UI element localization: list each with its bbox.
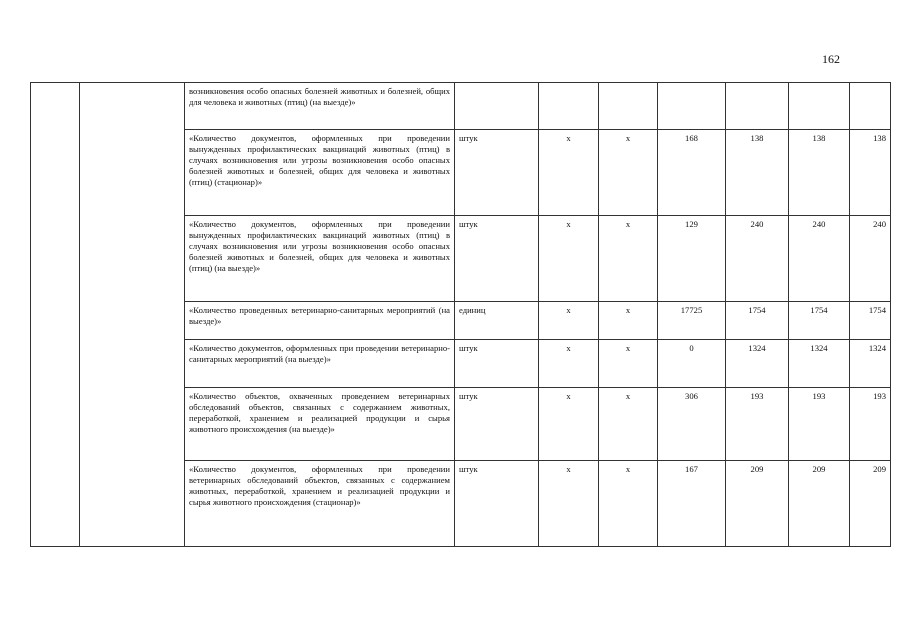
value-cell: 193 <box>789 388 850 461</box>
value-cell: х <box>599 216 658 302</box>
value-cell: х <box>539 216 599 302</box>
indicator-cell: «Количество документов, оформленных при проведении ветеринарно-санитарных мероприятий (на выезде)» <box>185 340 455 388</box>
value-cell: 209 <box>850 461 891 547</box>
value-cell: 240 <box>726 216 789 302</box>
merged-cell-col2 <box>80 83 185 547</box>
indicators-table <box>30 82 891 547</box>
unit-cell: единиц <box>455 302 539 340</box>
merged-cell-col1 <box>31 83 80 547</box>
unit-cell: штук <box>455 130 539 216</box>
value-cell: 129 <box>658 216 726 302</box>
indicator-cell: «Количество документов, оформленных при проведении ветеринарных обследований объектов, связанных с содержанием животных, переработкой, хранением и реализацией продукции и сырья животного происхождения (стационар)» <box>185 461 455 547</box>
value-cell: х <box>539 461 599 547</box>
value-cell: х <box>599 302 658 340</box>
page-number: 162 <box>822 52 840 66</box>
unit-cell: штук <box>455 461 539 547</box>
value-cell: х <box>599 388 658 461</box>
value-cell: 209 <box>726 461 789 547</box>
value-cell: 1324 <box>726 340 789 388</box>
unit-cell <box>455 83 539 130</box>
value-cell: х <box>539 130 599 216</box>
indicator-cell: «Количество объектов, охваченных проведением ветеринарных обследований объектов, связанных с содержанием животных, переработкой, хранением и реализацией продукции и сырья животного происхождения (на выезде)» <box>185 388 455 461</box>
value-cell: 240 <box>789 216 850 302</box>
value-cell <box>539 83 599 130</box>
value-cell <box>726 83 789 130</box>
value-cell: 17725 <box>658 302 726 340</box>
value-cell: 138 <box>850 130 891 216</box>
unit-cell: штук <box>455 216 539 302</box>
value-cell: 240 <box>850 216 891 302</box>
value-cell: 1754 <box>850 302 891 340</box>
indicator-cell: возникновения особо опасных болезней животных и болезней, общих для человека и животных (птиц) (на выезде)» <box>185 83 455 130</box>
table-row <box>31 83 891 130</box>
indicator-cell: «Количество проведенных ветеринарно-санитарных мероприятий (на выезде)» <box>185 302 455 340</box>
value-cell: 1324 <box>850 340 891 388</box>
value-cell <box>789 83 850 130</box>
value-cell: х <box>599 461 658 547</box>
value-cell: 306 <box>658 388 726 461</box>
value-cell <box>658 83 726 130</box>
unit-cell: штук <box>455 388 539 461</box>
value-cell: 1754 <box>726 302 789 340</box>
unit-cell: штук <box>455 340 539 388</box>
value-cell: 209 <box>789 461 850 547</box>
value-cell: 138 <box>726 130 789 216</box>
value-cell: 138 <box>789 130 850 216</box>
value-cell: 1324 <box>789 340 850 388</box>
value-cell: 168 <box>658 130 726 216</box>
value-cell: х <box>539 388 599 461</box>
indicator-cell: «Количество документов, оформленных при проведении вынужденных профилактических вакцинаций животных (птиц) в случаях возникновения или угрозы возникновения особо опасных болезней животных и болезней, общих для человека и животных (птиц) (стационар)» <box>185 130 455 216</box>
value-cell: х <box>599 340 658 388</box>
indicator-cell: «Количество документов, оформленных при проведении вынужденных профилактических вакцинаций животных (птиц) в случаях возникновения или угрозы возникновения особо опасных болезней животных и болезней, общих для человека и животных (птиц) (на выезде)» <box>185 216 455 302</box>
value-cell <box>599 83 658 130</box>
value-cell: 167 <box>658 461 726 547</box>
value-cell: 0 <box>658 340 726 388</box>
value-cell: 193 <box>726 388 789 461</box>
value-cell: 193 <box>850 388 891 461</box>
value-cell: 1754 <box>789 302 850 340</box>
value-cell: х <box>599 130 658 216</box>
value-cell: х <box>539 302 599 340</box>
value-cell: х <box>539 340 599 388</box>
value-cell <box>850 83 891 130</box>
